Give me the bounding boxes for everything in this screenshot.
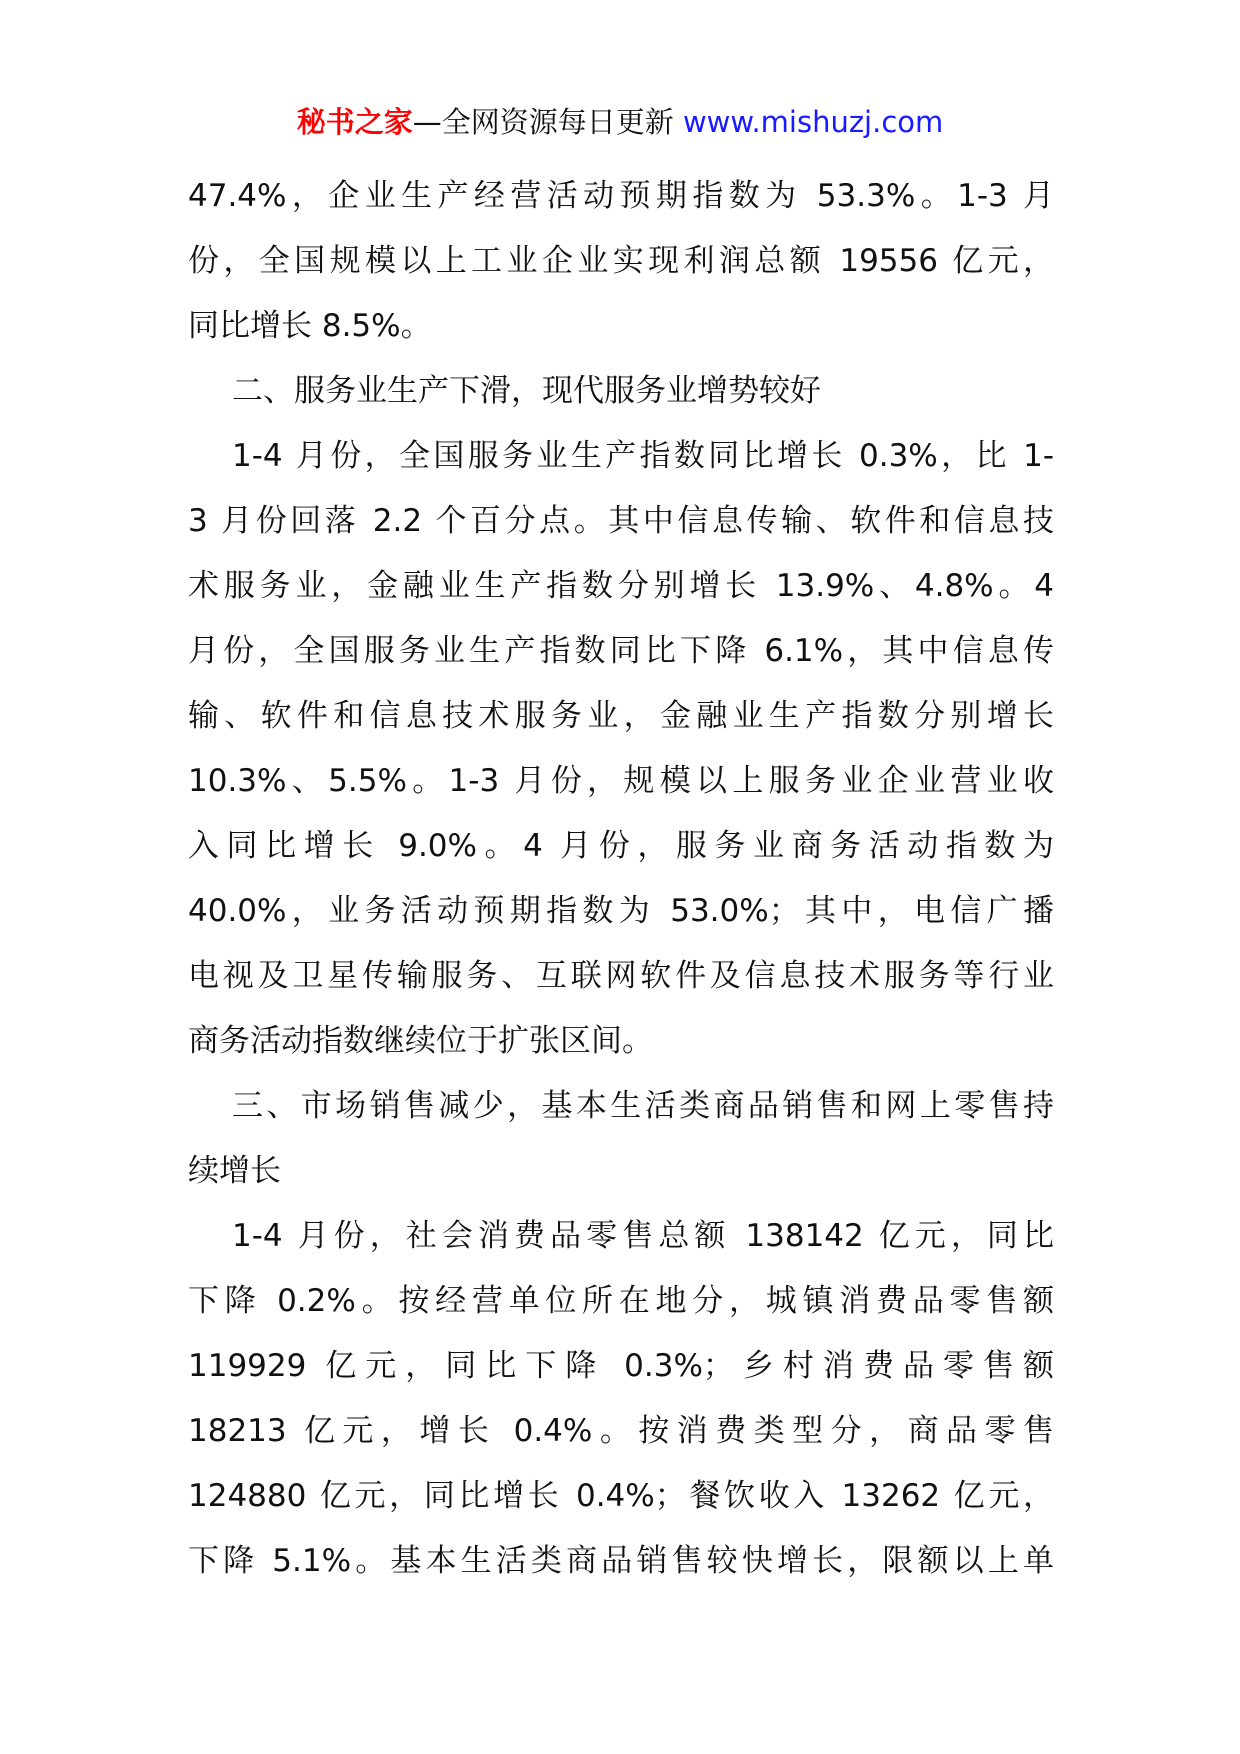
paragraph-line: 下降 5.1%。基本生活类商品销售较快增长，限额以上单 (188, 1543, 1054, 1579)
section-heading-3-cont: 续增长 (188, 1153, 281, 1189)
brand-name: 秘书之家 (296, 105, 413, 139)
paragraph-line: 18213 亿元，增长 0.4%。按消费类型分，商品零售 (188, 1413, 1054, 1449)
section-heading-3: 三、市场销售减少，基本生活类商品销售和网上零售持 (232, 1088, 1054, 1124)
paragraph-line: 份，全国规模以上工业企业实现利润总额 19556 亿元， (188, 243, 1054, 279)
paragraph-line: 输、软件和信息技术服务业，金融业生产指数分别增长 (188, 698, 1054, 734)
paragraph-line: 3 月份回落 2.2 个百分点。其中信息传输、软件和信息技 (188, 503, 1054, 539)
paragraph-line: 1-4 月份，全国服务业生产指数同比增长 0.3%，比 1- (232, 438, 1054, 474)
paragraph-line: 月份，全国服务业生产指数同比下降 6.1%，其中信息传 (188, 633, 1054, 669)
site-url-link[interactable]: www.mishuzj.com (682, 105, 944, 139)
paragraph-line: 同比增长 8.5%。 (188, 308, 432, 344)
document-body (188, 164, 1054, 1594)
paragraph-line: 电视及卫星传输服务、互联网软件及信息技术服务等行业 (188, 958, 1054, 994)
paragraph-line: 下降 0.2%。按经营单位所在地分，城镇消费品零售额 (188, 1283, 1054, 1319)
paragraph-line: 商务活动指数继续位于扩张区间。 (188, 1023, 653, 1059)
section-heading-2: 二、服务业生产下滑，现代服务业增势较好 (232, 373, 821, 409)
paragraph-line: 119929 亿元，同比下降 0.3%；乡村消费品零售额 (188, 1348, 1054, 1384)
paragraph-line: 124880 亿元，同比增长 0.4%；餐饮收入 13262 亿元， (188, 1478, 1054, 1514)
paragraph-line: 术服务业，金融业生产指数分别增长 13.9%、4.8%。4 (188, 568, 1054, 604)
paragraph-line: 10.3%、5.5%。1-3 月份，规模以上服务业企业营业收 (188, 763, 1054, 799)
header-tagline: —全网资源每日更新 (412, 105, 674, 139)
paragraph-line: 入同比增长 9.0%。4 月份，服务业商务活动指数为 (188, 828, 1054, 864)
site-header (0, 102, 1240, 142)
paragraph-line: 47.4%，企业生产经营活动预期指数为 53.3%。1-3 月 (188, 178, 1054, 214)
paragraph-line: 40.0%，业务活动预期指数为 53.0%；其中，电信广播 (188, 893, 1054, 929)
paragraph-line: 1-4 月份，社会消费品零售总额 138142 亿元，同比 (232, 1218, 1054, 1254)
